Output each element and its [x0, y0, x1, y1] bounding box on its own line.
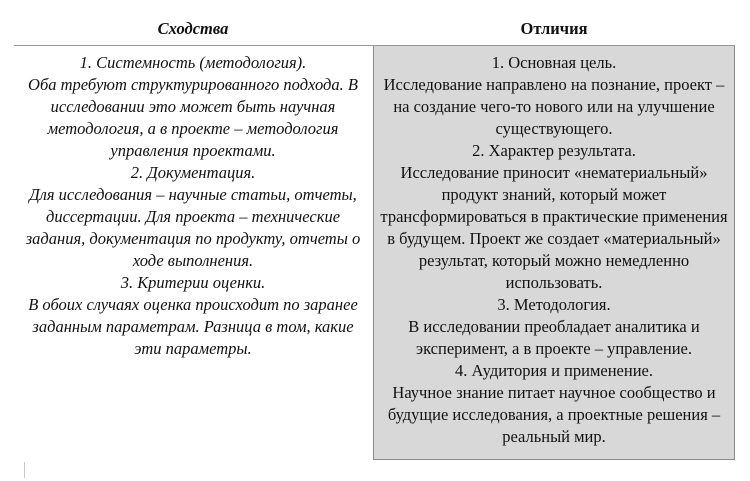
difference-text-2: Исследование приносит «нематериальный» продукт знаний, который может трансформироваться в практические применения в будущем. Проект же создает «материальный» результат, который можно немедленно использовать.: [380, 163, 728, 292]
difference-heading-3: 3. Методология.: [497, 295, 611, 314]
difference-heading-2: 2. Характер результата.: [472, 141, 636, 160]
difference-text-4: Научное знание питает научное сообщество и будущие исследования, а проектные решения – реальный мир.: [387, 383, 721, 446]
header-differences: Отличия: [520, 19, 588, 38]
similarity-text-1: Оба требуют структурированного подхода. В исследовании это может быть научная методология, а в проекте – методология управления проектами.: [28, 75, 358, 160]
difference-text-1: Исследование направлено на познание, проект – на создание чего-то нового или на улучшение существующего.: [383, 75, 725, 138]
similarity-heading-1: 1. Системность (методология).: [79, 53, 307, 72]
differences-column: [373, 46, 735, 460]
similarity-heading-3: 3. Критерии оценки.: [120, 273, 266, 292]
difference-heading-1: 1. Основная цель.: [491, 53, 617, 72]
similarities-column: [14, 46, 372, 360]
similarity-text-3: В обоих случаях оценка происходит по заранее заданным параметрам. Разница в том, какие эти параметры.: [28, 295, 358, 358]
difference-text-3: В исследовании преобладает аналитика и эксперимент, а в проекте – управление.: [408, 317, 700, 358]
difference-heading-4: 4. Аудитория и применение.: [455, 361, 653, 380]
text-cursor-mark: [24, 462, 25, 478]
similarity-text-2: Для исследования – научные статьи, отчеты, диссертации. Для проекта – технические задания, документация по продукту, отчеты о ходе выполнения.: [25, 185, 361, 270]
header-similarities: Сходства: [157, 19, 229, 38]
similarity-heading-2: 2. Документация.: [130, 163, 256, 182]
